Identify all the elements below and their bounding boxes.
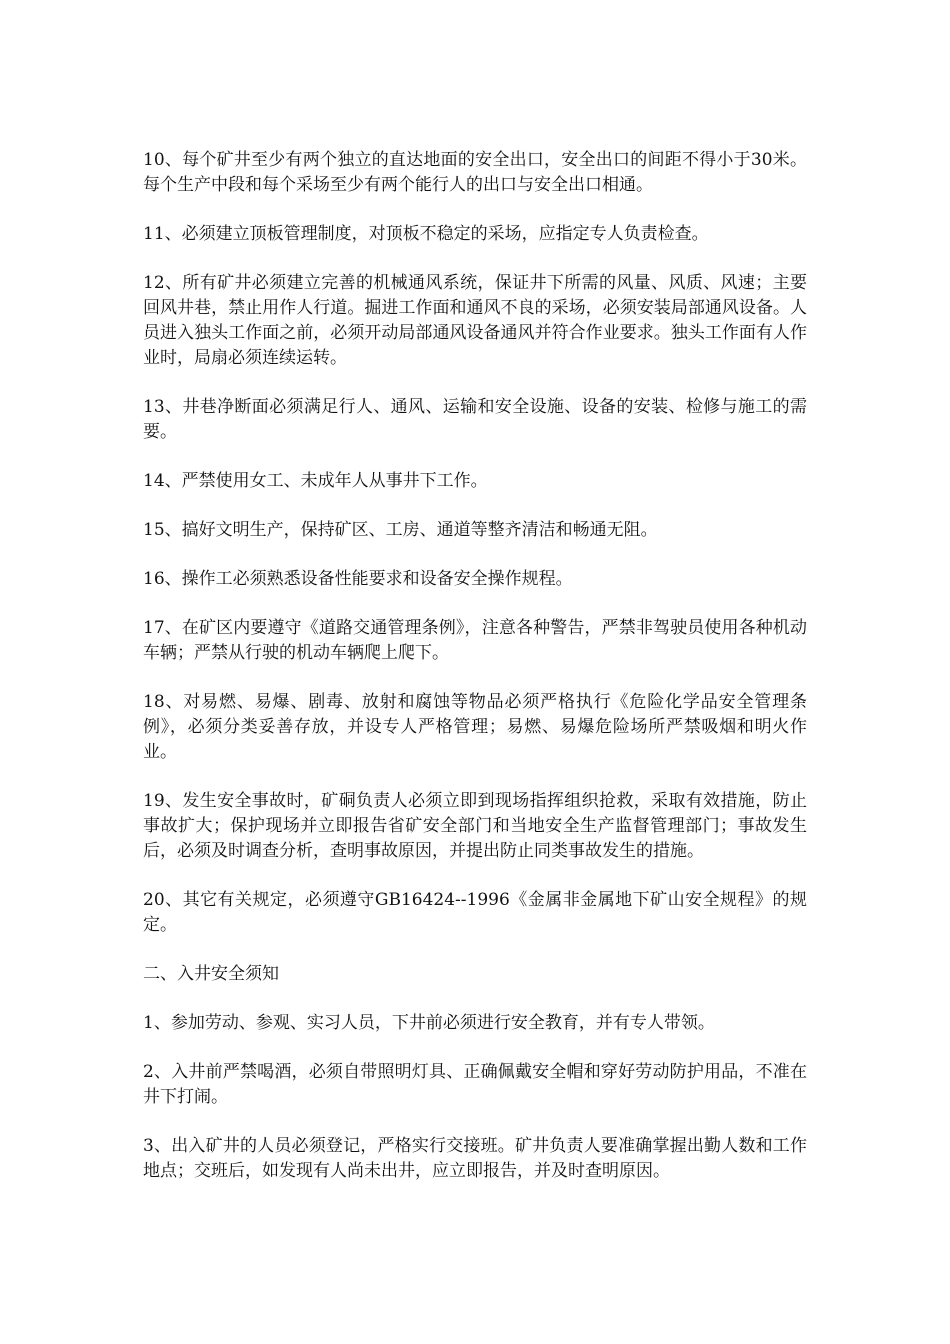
rule-11: 11、必须建立顶板管理制度，对顶板不稳定的采场，应指定专人负责检查。 bbox=[143, 224, 709, 244]
rule-10: 10、每个矿井至少有两个独立的直达地面的安全出口，安全出口的间距不得小于30米。每个生产中段和每个采场至少有两个能行人的出口与安全出口相通。 bbox=[143, 150, 807, 195]
rule-19: 19、发生安全事故时，矿硐负责人必须立即到现场指挥组织抢救，采取有效措施，防止事故扩大；保护现场并立即报告省矿安全部门和当地安全生产监督管理部门；事故发生后，必须及时调查分析，查明事故原因，并提出防止同类事故发生的措施。 bbox=[143, 791, 807, 861]
rule-17: 17、在矿区内要遵守《道路交通管理条例》，注意各种警告，严禁非驾驶员使用各种机动车辆；严禁从行驶的机动车辆爬上爬下。 bbox=[143, 618, 807, 663]
rule-14: 14、严禁使用女工、未成年人从事井下工作。 bbox=[143, 471, 488, 491]
notice-3: 3、出入矿井的人员必须登记，严格实行交接班。矿井负责人要准确掌握出勤人数和工作地点；交班后，如发现有人尚未出井，应立即报告，并及时查明原因。 bbox=[143, 1136, 807, 1181]
rule-12: 12、所有矿井必须建立完善的机械通风系统，保证井下所需的风量、风质、风速；主要回风井巷，禁止用作人行道。掘进工作面和通风不良的采场，必须安装局部通风设备。人员进入独头工作面之前，必须开动局部通风设备通风并符合作业要求。独头工作面有人作业时，局扇必须连续运转。 bbox=[143, 273, 807, 368]
notice-2: 2、入井前严禁喝酒，必须自带照明灯具、正确佩戴安全帽和穿好劳动防护用品，不准在井下打闹。 bbox=[143, 1062, 807, 1107]
document-body bbox=[143, 148, 807, 1208]
rule-20: 20、其它有关规定，必须遵守GB16424--1996《金属非金属地下矿山安全规程》的规定。 bbox=[143, 890, 807, 935]
section-heading: 二、入井安全须知 bbox=[143, 964, 279, 984]
notice-1: 1、参加劳动、参观、实习人员，下井前必须进行安全教育，并有专人带领。 bbox=[143, 1013, 715, 1033]
rule-13: 13、井巷净断面必须满足行人、通风、运输和安全设施、设备的安装、检修与施工的需要。 bbox=[143, 397, 807, 442]
rule-16: 16、操作工必须熟悉设备性能要求和设备安全操作规程。 bbox=[143, 569, 573, 589]
rule-18: 18、对易燃、易爆、剧毒、放射和腐蚀等物品必须严格执行《危险化学品安全管理条例》，必须分类妥善存放，并设专人严格管理；易燃、易爆危险场所严禁吸烟和明火作业。 bbox=[143, 692, 807, 762]
rule-15: 15、搞好文明生产，保持矿区、工房、通道等整齐清洁和畅通无阻。 bbox=[143, 520, 658, 540]
